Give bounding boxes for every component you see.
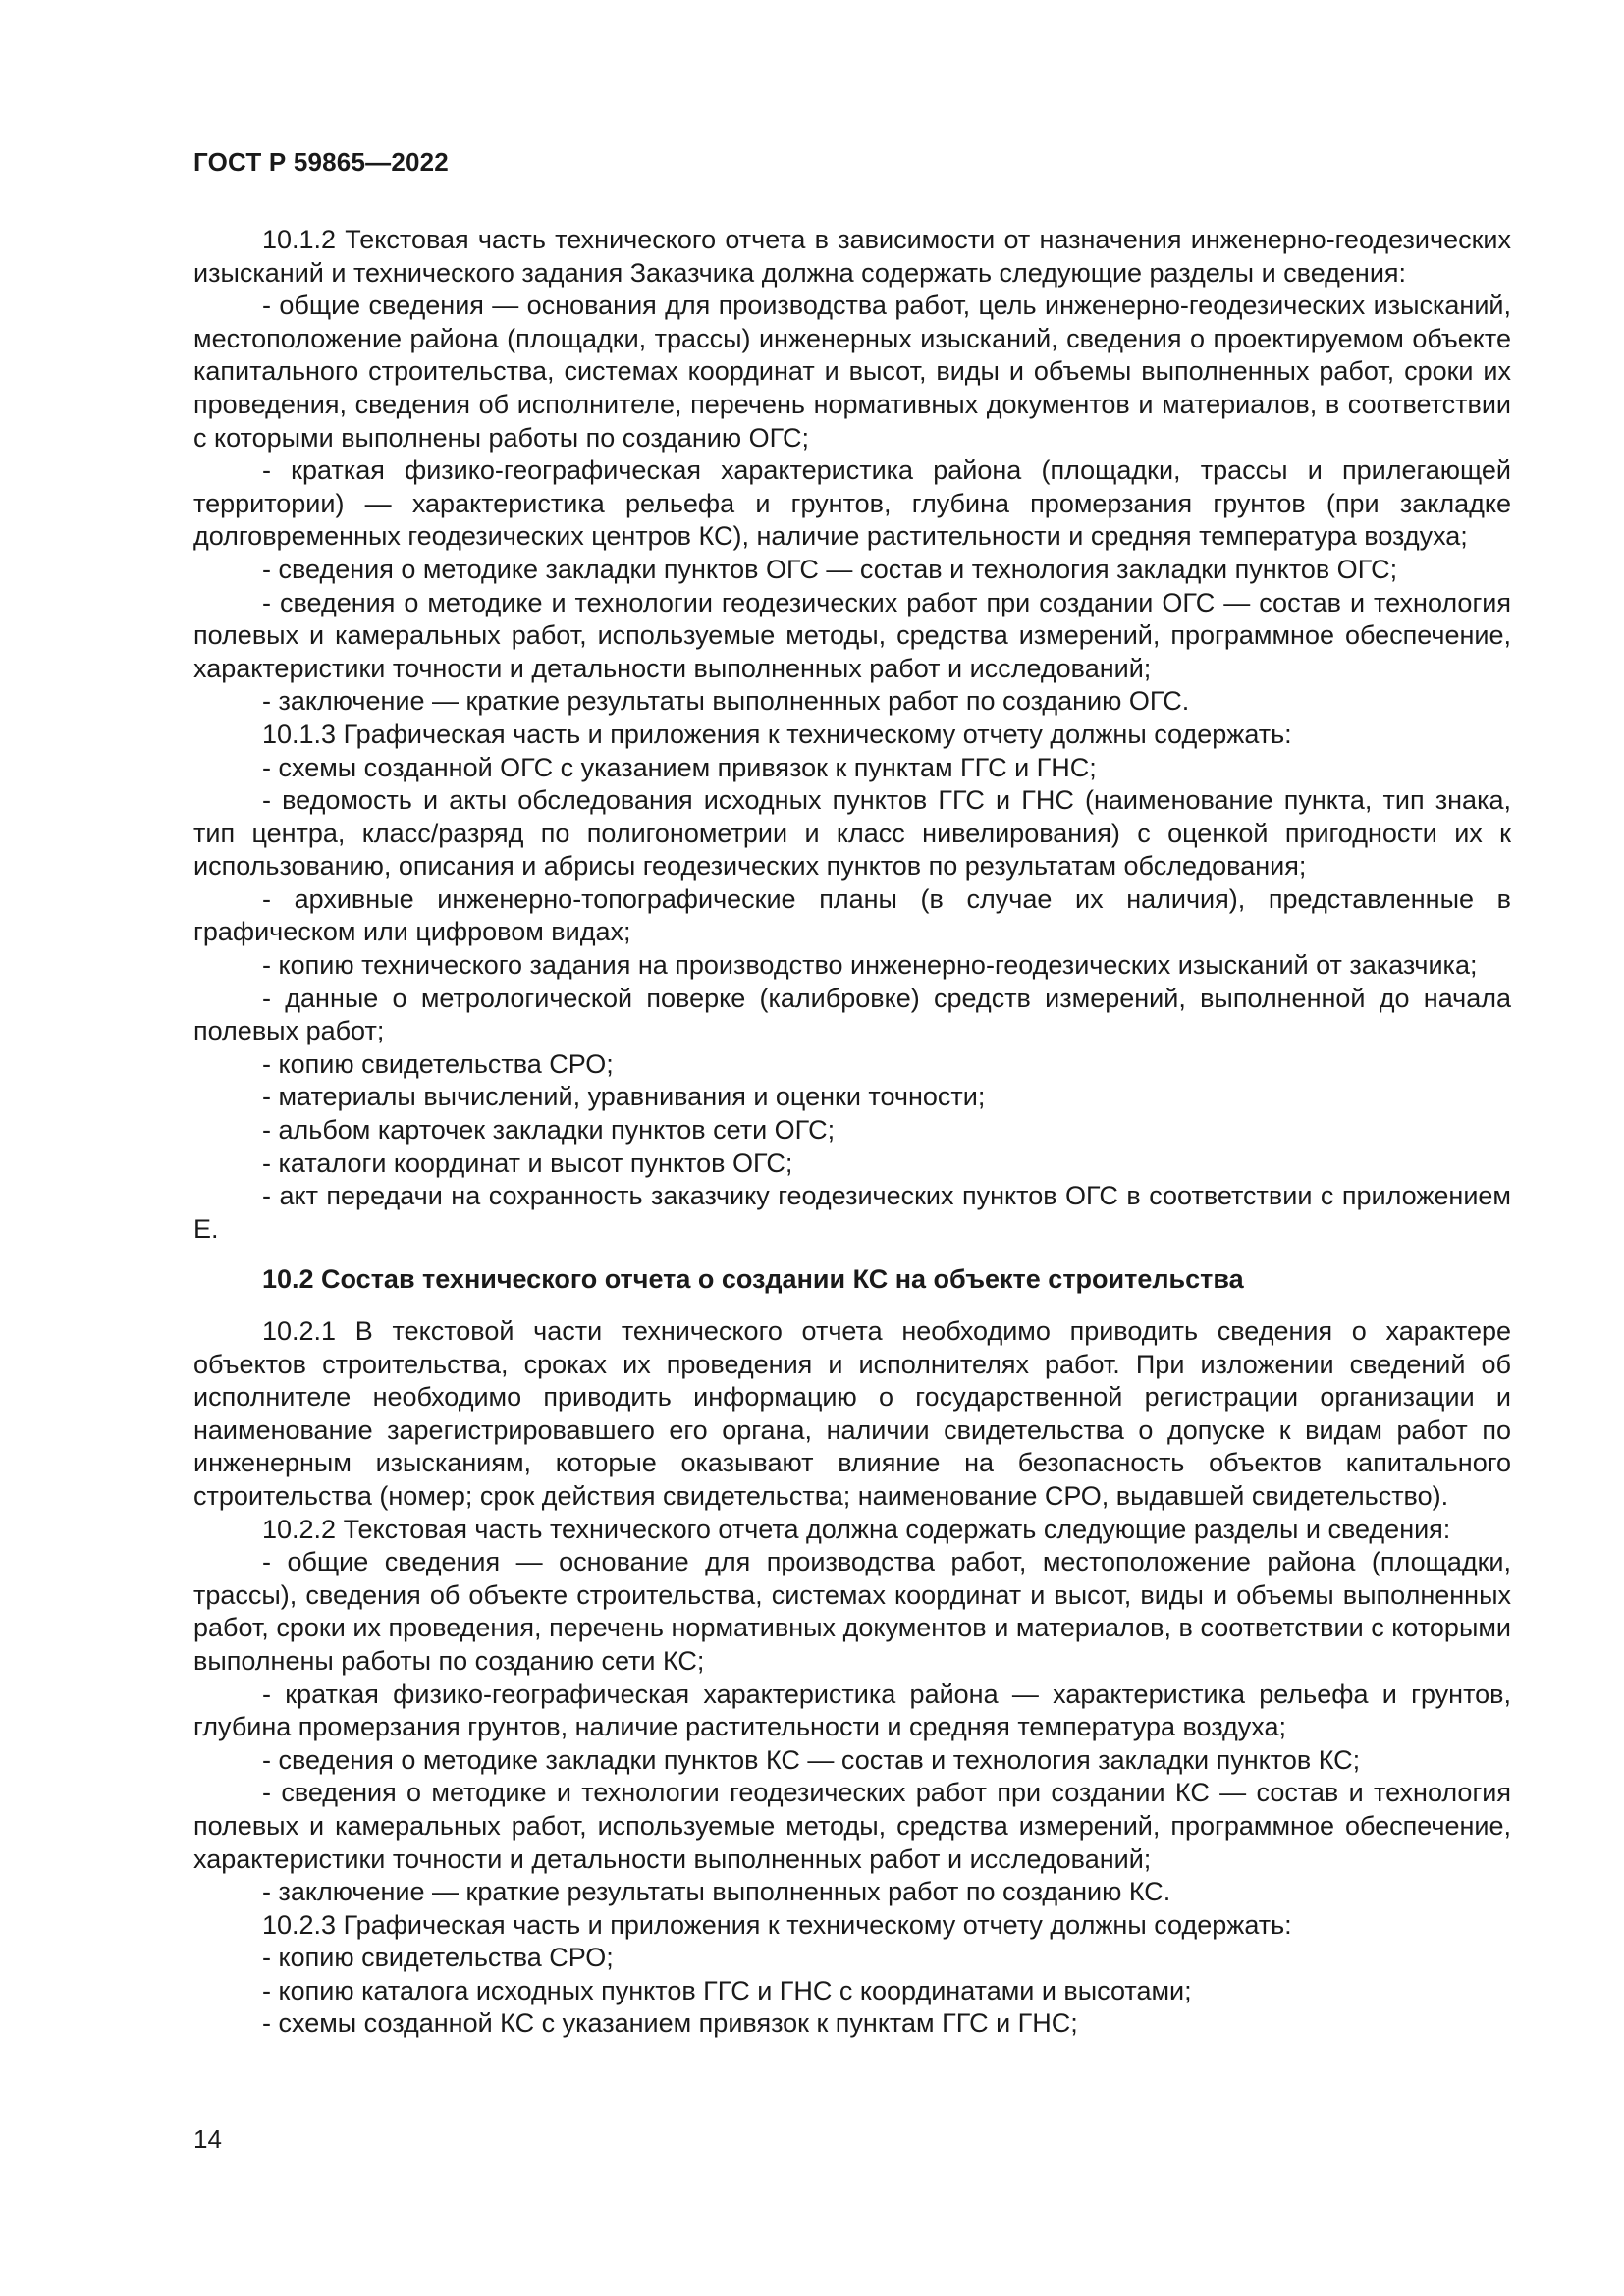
list-item: - сведения о методике закладки пунктов ОГС — состав и технология закладки пунктов ОГС; [262,554,1398,584]
section-heading: 10.2 Состав технического отчета о создании КС на объекте строительства [262,1264,1244,1295]
document-body [193,224,1511,2041]
paragraph: 10.2.1 В текстовой части технического отчета необходимо приводить сведения о характере объектов строительства, сроках их проведения и исполнителях работ. При изложении сведений об исполнителе необходимо приводить информацию о государственной регистрации организации и наименование зарегистрировавшего его органа, наличии свидетельства о допуске к видам работ по инженерным изысканиям, которые оказывают влияние на безопасность объектов капитального строительства (номер; срок действия свидетельства; наименование СРО, выдавшей свидетельство). [193,1316,1511,1511]
paragraph: 10.2.2 Текстовая часть технического отчета должна содержать следующие разделы и сведения: [262,1514,1451,1544]
list-item: - заключение — краткие результаты выполненных работ по созданию ОГС. [262,686,1190,717]
list-item: - сведения о методике и технологии геодезических работ при создании КС — состав и технология полевых и камеральных работ, используемые методы, средства измерений, программное обеспечение, характеристики точности и детальности выполненных работ и исследований; [193,1778,1511,1874]
list-item: - копию технического задания на производство инженерно-геодезических изысканий от заказчика; [262,950,1478,981]
list-item: - данные о метрологической поверке (калибровке) средств измерений, выполненной до начала полевых работ; [193,983,1511,1046]
paragraph: 10.1.3 Графическая часть и приложения к техническому отчету должны содержать: [262,719,1292,749]
paragraph: 10.2.3 Графическая часть и приложения к техническому отчету должны содержать: [262,1909,1292,1940]
list-item: - каталоги координат и высот пунктов ОГС; [262,1148,793,1178]
list-item: - акт передачи на сохранность заказчику геодезических пунктов ОГС в соответствии с приложением Е. [193,1181,1511,1244]
list-item: - общие сведения — основание для производства работ, местоположение района (площадки, трассы), сведения об объекте строительства, системах координат и высот, виды и объемы выполненных работ, сроки их проведения, перечень нормативных документов и материалов, в соответствии с которыми выполнены работы по созданию сети КС; [193,1547,1511,1676]
list-item: - схемы созданной КС с указанием привязок к пунктам ГГС и ГНС; [262,2008,1078,2039]
list-item: - схемы созданной ОГС с указанием привязок к пунктам ГГС и ГНС; [262,752,1097,782]
list-item: - общие сведения — основания для производства работ, цель инженерно-геодезических изысканий, местоположение района (площадки, трассы) инженерных изысканий, сведения о проектируемом объекте капитального строительства, системах координат и высот, виды и объемы выполненных работ, сроки их проведения, сведения об исполнителе, перечень нормативных документов и материалов, в соответствии с которыми выполнены работы по созданию ОГС; [193,291,1511,453]
list-item: - сведения о методике закладки пунктов КС — состав и технология закладки пунктов КС; [262,1744,1361,1775]
list-item: - архивные инженерно-топографические планы (в случае их наличия), представленные в графическом или цифровом видах; [193,883,1511,947]
page-number: 14 [193,2124,222,2154]
list-item: - материалы вычислений, уравнивания и оценки точности; [262,1082,986,1112]
list-item: - альбом карточек закладки пунктов сети ОГС; [262,1115,836,1146]
list-item: - сведения о методике и технологии геодезических работ при создании ОГС — состав и технология полевых и камеральных работ, используемые методы, средства измерений, программное обеспечение, характеристики точности и детальности выполненных работ и исследований; [193,587,1511,683]
list-item: - копию каталога исходных пунктов ГГС и ГНС с координатами и высотами; [262,1975,1192,2005]
list-item: - краткая физико-географическая характеристика района (площадки, трассы и прилегающей территории) — характеристика рельефа и грунтов, глубина промерзания грунтов (при закладке долговременных геодезических центров КС), наличие растительности и средняя температура воздуха; [193,455,1511,552]
list-item: - заключение — краткие результаты выполненных работ по созданию КС. [262,1877,1171,1907]
list-item: - копию свидетельства СРО; [262,1943,614,1973]
list-item: - краткая физико-географическая характеристика района — характеристика рельефа и грунтов, глубина промерзания грунтов, наличие растительности и средняя температура воздуха; [193,1679,1511,1742]
standard-code-header: ГОСТ Р 59865—2022 [193,147,449,177]
list-item: - копию свидетельства СРО; [262,1048,614,1079]
list-item: - ведомость и акты обследования исходных пунктов ГГС и ГНС (наименование пункта, тип знака, тип центра, класс/разряд по полигонометрии и класс нивелирования) с оценкой пригодности их к использованию, описания и абрисы геодезических пунктов по результатам обследования; [193,785,1511,881]
paragraph: 10.1.2 Текстовая часть технического отчета в зависимости от назначения инженерно-геодезических изысканий и технического задания Заказчика должна содержать следующие разделы и сведения: [193,225,1511,288]
